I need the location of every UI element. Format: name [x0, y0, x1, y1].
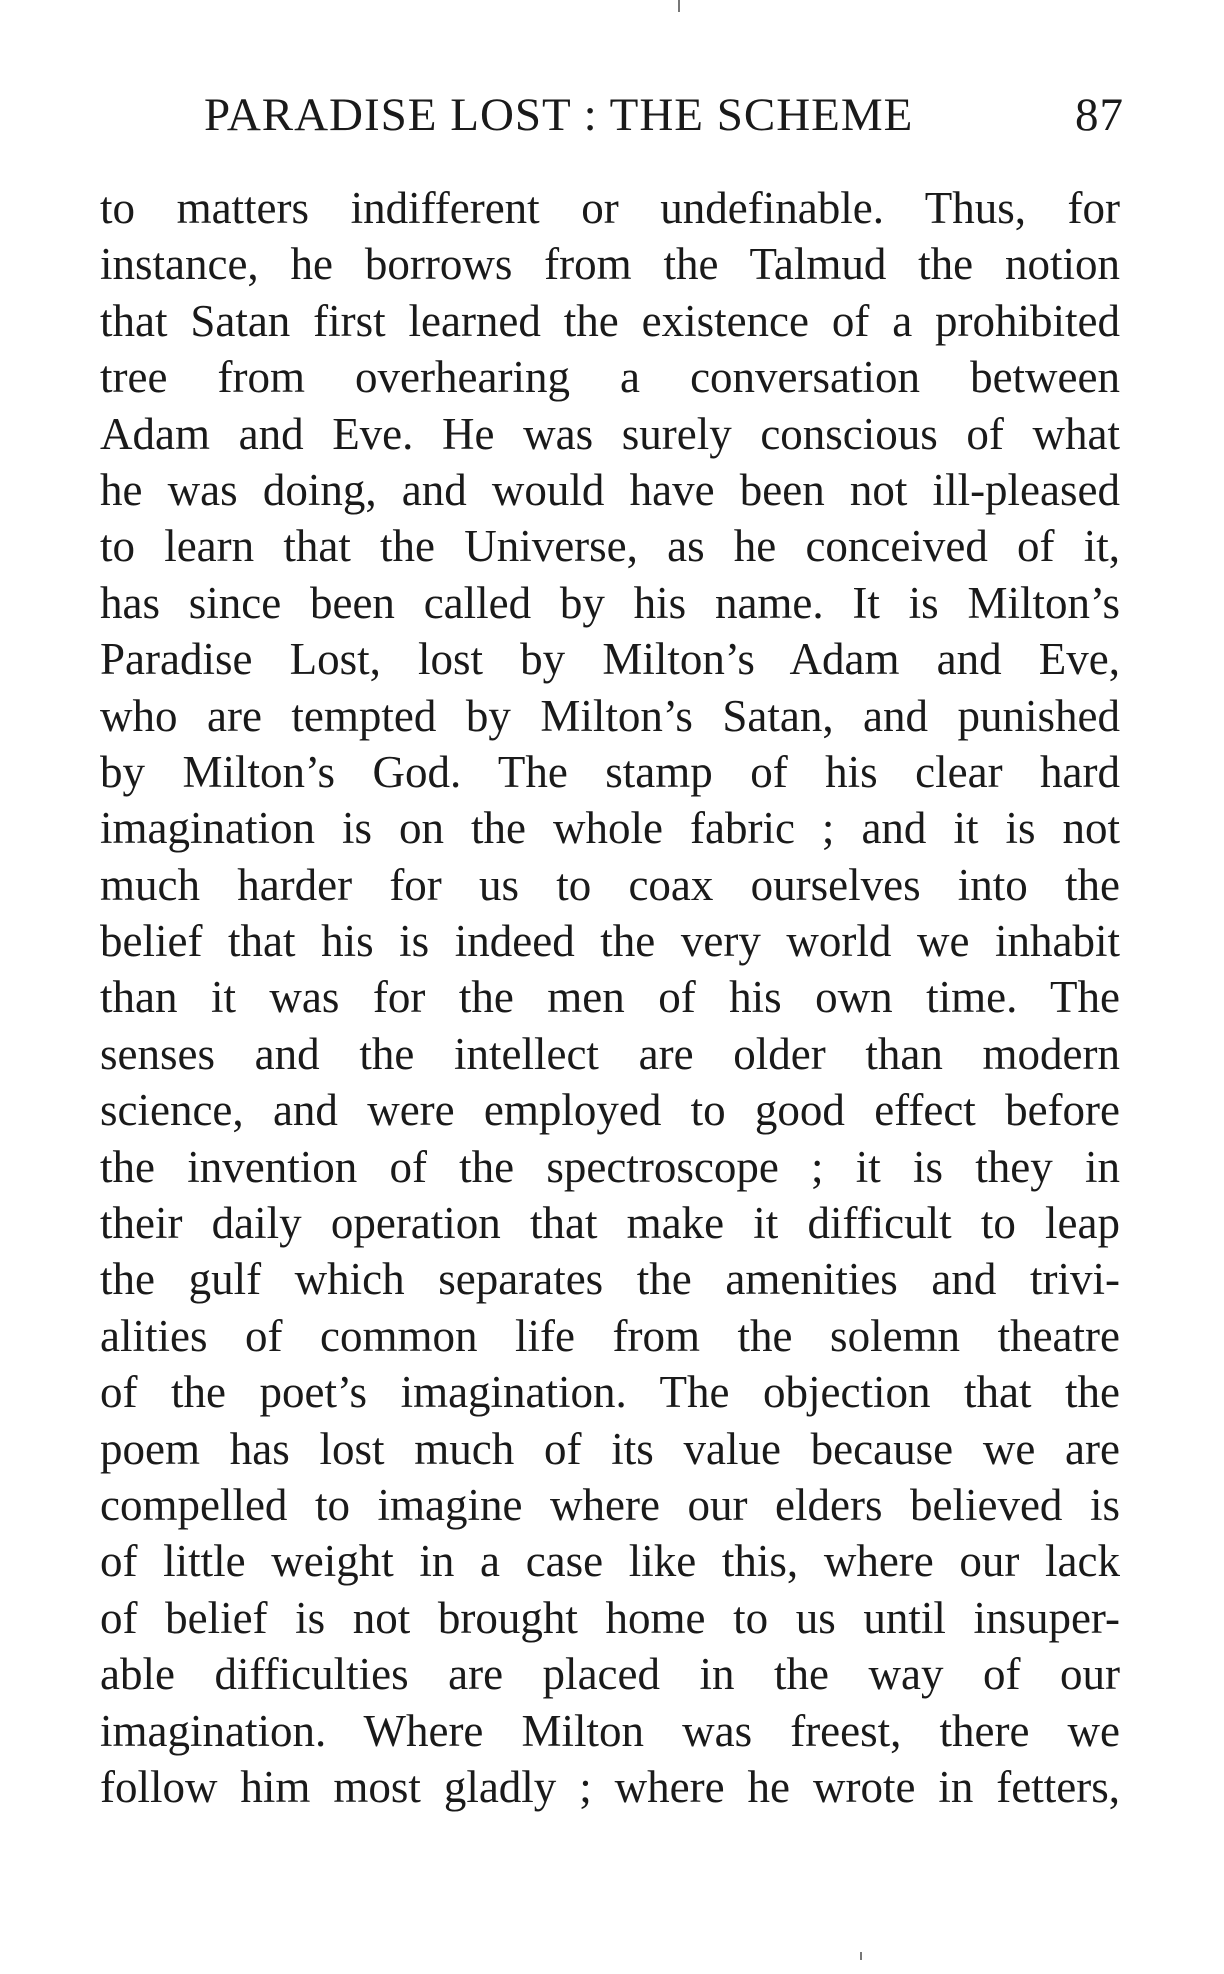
- text-line: of belief is not brought home to us until insuper-: [100, 1592, 1120, 1643]
- page-number: 87: [1075, 89, 1124, 141]
- text-line: follow him most gladly ; where he wrote in fetters,: [100, 1761, 1120, 1812]
- text-line: belief that his is indeed the very world we inhabit: [100, 916, 1120, 967]
- text-line: alities of common life from the solemn theatre: [100, 1310, 1120, 1361]
- text-line: imagination. Where Milton was freest, there we: [100, 1705, 1120, 1756]
- text-line: senses and the intellect are older than modern: [100, 1028, 1120, 1079]
- text-line: he was doing, and would have been not ill-pleased: [100, 464, 1120, 515]
- body-text: [100, 180, 1120, 1815]
- text-line: the gulf which separates the amenities and trivi-: [100, 1254, 1120, 1305]
- text-line: compelled to imagine where our elders believed is: [100, 1479, 1120, 1530]
- text-line: who are tempted by Milton’s Satan, and punished: [100, 690, 1120, 741]
- text-line: of the poet’s imagination. The objection that the: [100, 1367, 1120, 1418]
- text-line: by Milton’s God. The stamp of his clear hard: [100, 746, 1120, 797]
- text-line: the invention of the spectroscope ; it is they in: [100, 1141, 1120, 1192]
- running-head: [204, 88, 1124, 148]
- text-line: poem has lost much of its value because we are: [100, 1423, 1120, 1474]
- text-line: to learn that the Universe, as he conceived of it,: [100, 521, 1120, 572]
- text-line: than it was for the men of his own time. The: [100, 972, 1120, 1023]
- text-line: Paradise Lost, lost by Milton’s Adam and Eve,: [100, 634, 1120, 685]
- text-line: imagination is on the whole fabric ; and it is not: [100, 803, 1120, 854]
- text-line: instance, he borrows from the Talmud the notion: [100, 239, 1120, 290]
- text-line: Adam and Eve. He was surely conscious of what: [100, 408, 1120, 459]
- text-line: of little weight in a case like this, where our lack: [100, 1536, 1120, 1587]
- text-line: able difficulties are placed in the way of our: [100, 1649, 1120, 1700]
- text-line: that Satan first learned the existence of a prohibited: [100, 295, 1120, 346]
- paper-speck: [678, 0, 680, 12]
- text-line: their daily operation that make it difficult to leap: [100, 1198, 1120, 1249]
- text-line: science, and were employed to good effect before: [100, 1085, 1120, 1136]
- running-title: PARADISE LOST : THE SCHEME: [204, 89, 914, 141]
- paper-speck: [860, 1952, 862, 1960]
- text-line: much harder for us to coax ourselves into the: [100, 859, 1120, 910]
- text-line: has since been called by his name. It is Milton’s: [100, 577, 1120, 628]
- text-line: to matters indifferent or undefinable. Thus, for: [100, 183, 1120, 233]
- text-line: tree from overhearing a conversation between: [100, 352, 1120, 403]
